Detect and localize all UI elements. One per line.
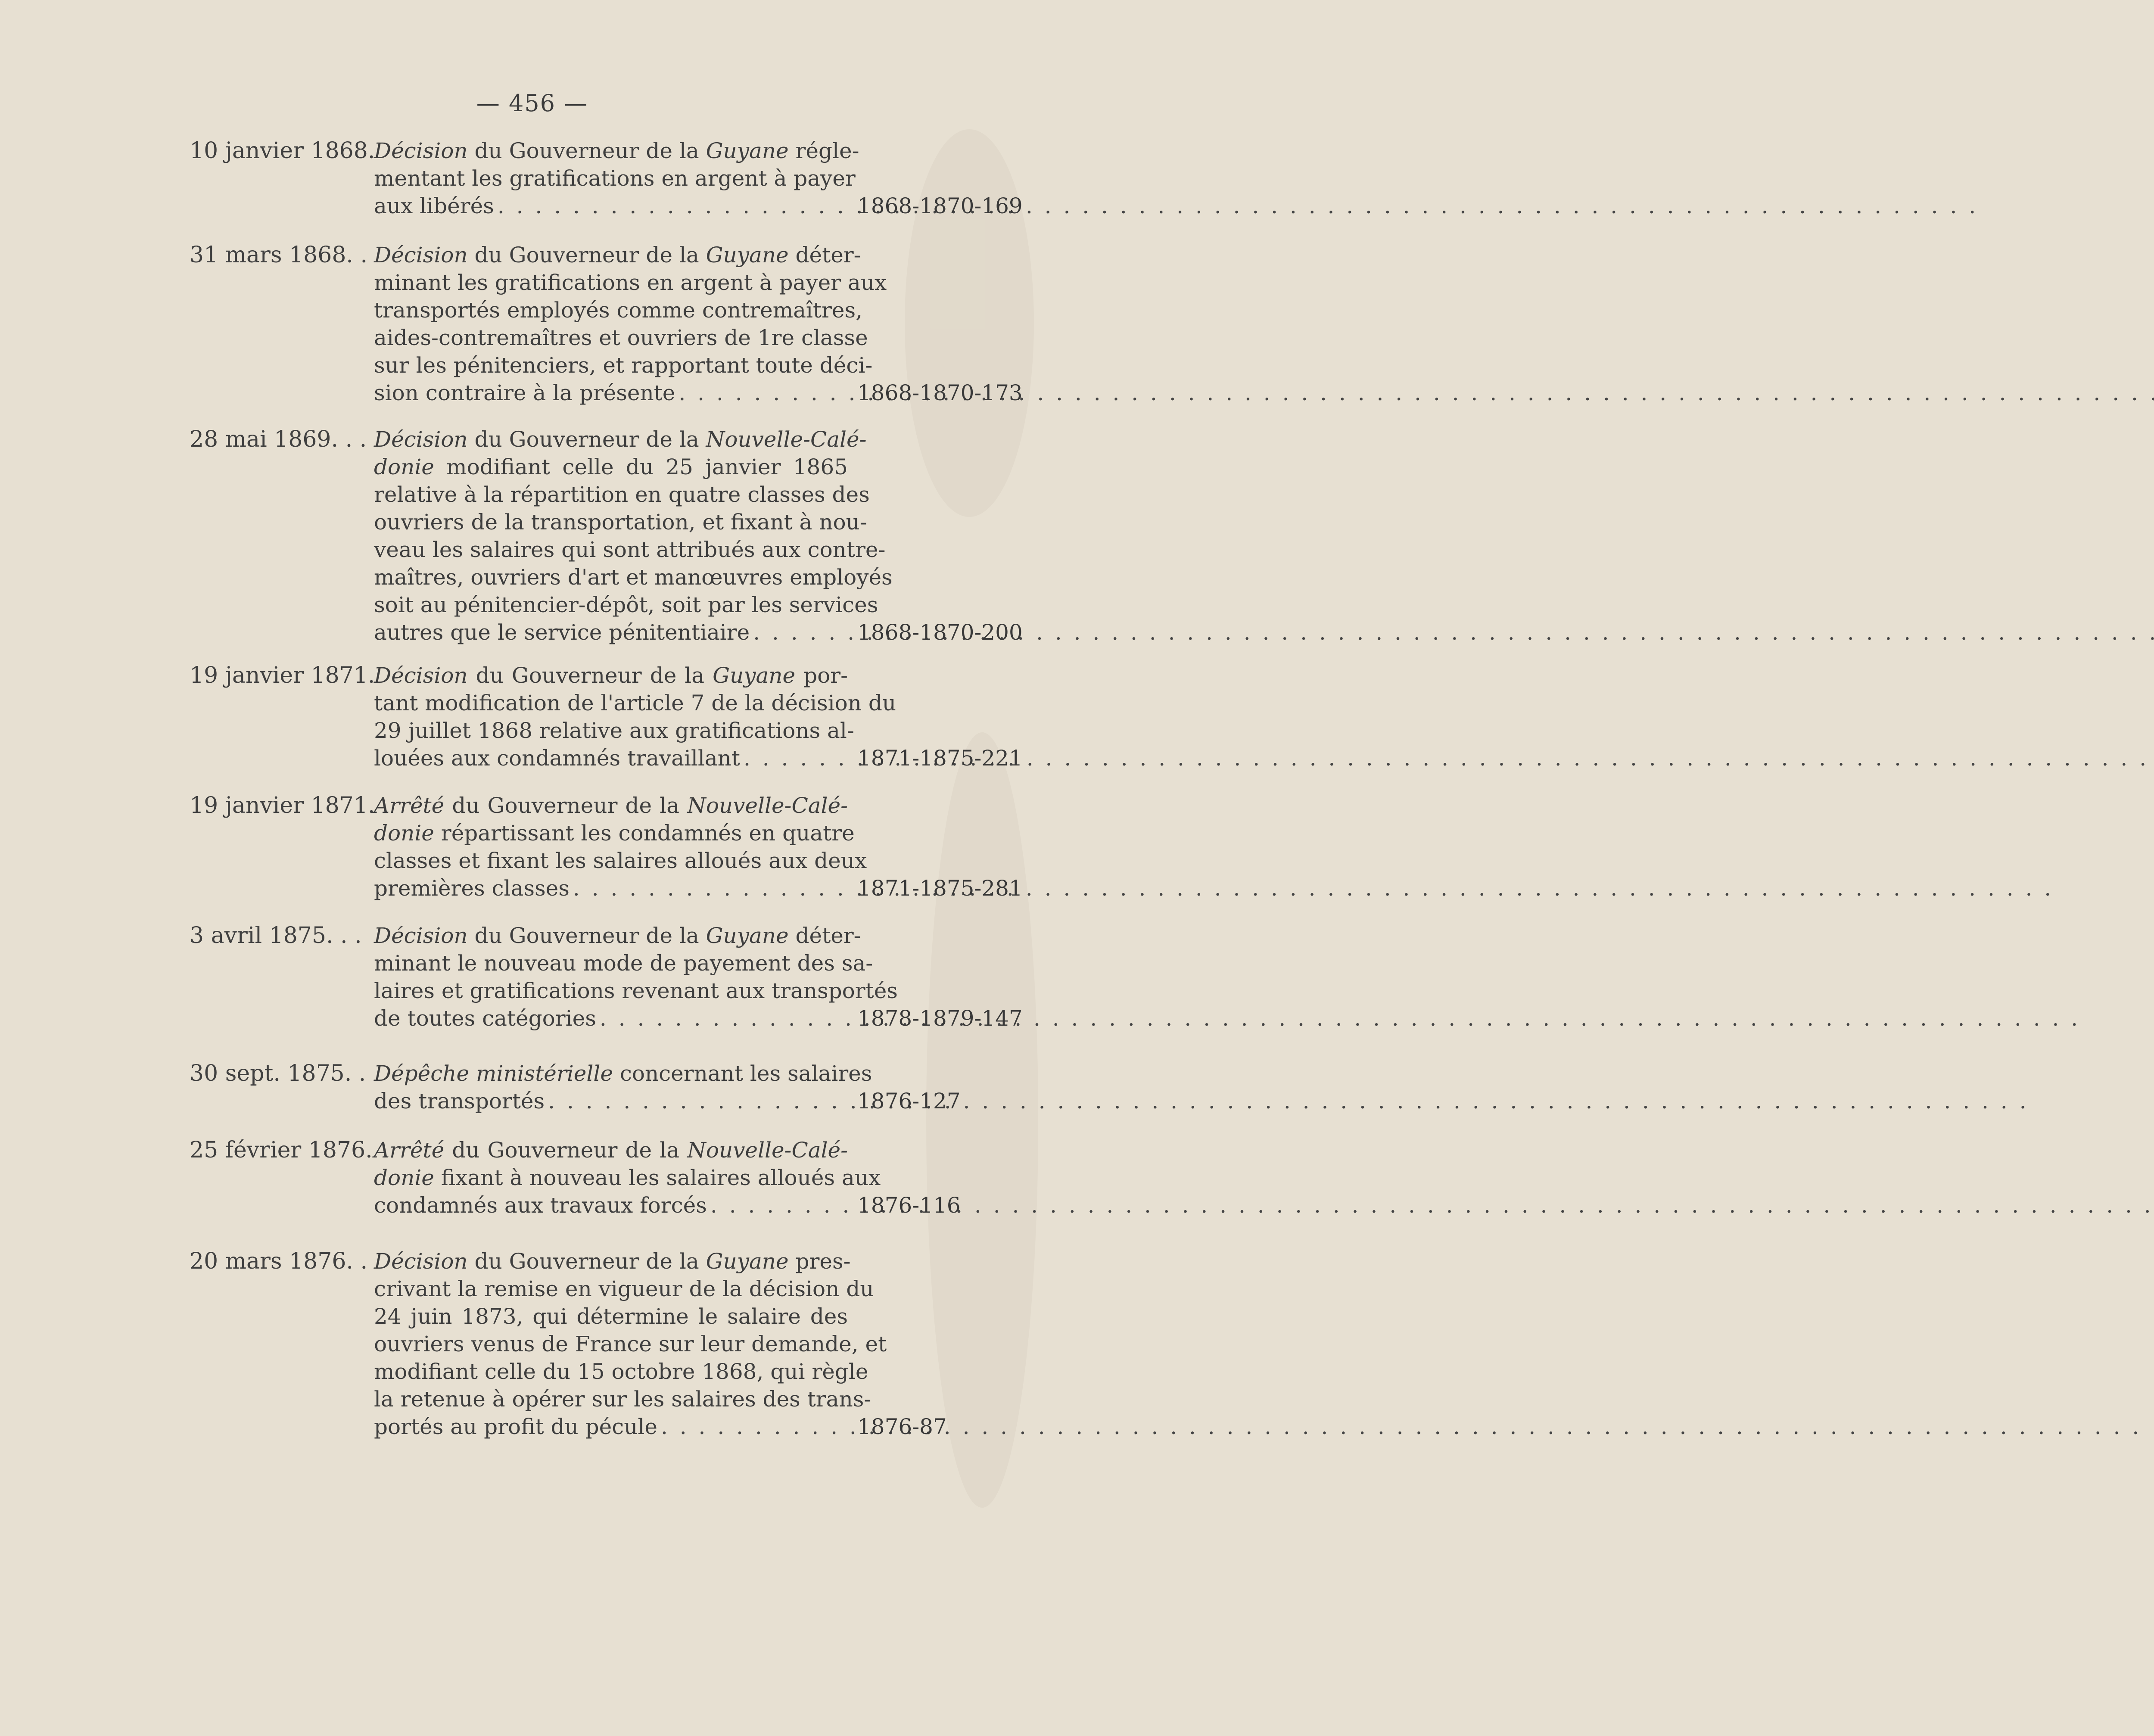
text-segment: modifiant celle du 15 octobre 1868, qui règle (374, 1359, 868, 1384)
description-last-line (374, 192, 848, 220)
description-line (374, 1358, 868, 1385)
entry-reference: 1868-1870-173 (857, 380, 1023, 405)
entry-date: 19 janvier 1871. (190, 793, 375, 818)
italic-term: Nouvelle-Calé- (706, 427, 867, 452)
text-segment: veau les salaires qui sont attribués aux contre- (374, 537, 886, 562)
description-line (374, 717, 854, 744)
text-segment: laires et gratifications revenant aux transportés (374, 978, 898, 1003)
italic-term: donie (374, 454, 434, 479)
description-line (374, 137, 859, 165)
description-last-line (374, 1087, 848, 1115)
entry-description (374, 426, 893, 646)
text-segment: du Gouverneur de la (467, 427, 706, 452)
paper-stain (926, 732, 1038, 1508)
last-line-text: sion contraire à la présente (374, 380, 675, 405)
description-line (374, 662, 848, 689)
italic-term: Arrêté (374, 793, 445, 818)
description-line (374, 165, 856, 192)
italic-term: Nouvelle-Calé- (687, 793, 848, 818)
text-segment: aides-contremaîtres et ouvriers de 1re classe (374, 325, 868, 350)
text-segment: concernant les salaires (613, 1061, 872, 1086)
entry-reference: 1871-1875-281 (857, 876, 1023, 901)
description-line (374, 1060, 872, 1087)
description-last-line (374, 619, 848, 646)
description-line (374, 922, 861, 949)
description-last-line (374, 744, 848, 772)
text-segment: sur les pénitenciers, et rapportant toute déci- (374, 353, 873, 378)
last-line-text: premières classes (374, 876, 570, 901)
dot-leader (548, 1087, 2029, 1115)
text-segment: déter- (788, 923, 861, 948)
text-segment: minant le nouveau mode de payement des sa- (374, 951, 873, 976)
description-line (374, 481, 870, 508)
description-line (374, 591, 878, 619)
dot-leader (600, 1005, 2080, 1032)
text-segment: ouvriers de la transportation, et fixant à nou- (374, 510, 867, 535)
italic-term: Décision (374, 138, 468, 163)
text-segment: crivant la remise en vigueur de la décision du (374, 1276, 874, 1301)
text-segment: du Gouverneur de la (444, 793, 688, 818)
description-line (374, 426, 867, 453)
entry-date: 30 sept. 1875. . (190, 1061, 366, 1086)
description-line (374, 324, 868, 352)
last-line-text: de toutes catégories (374, 1006, 596, 1031)
last-line-text: portés au profit du pécule (374, 1414, 657, 1439)
entry-date: 10 janvier 1868. (190, 138, 375, 164)
text-segment: tant modification de l'article 7 de la décision du (374, 691, 896, 716)
description-line (374, 508, 867, 536)
description-line (374, 689, 896, 717)
text-segment: du Gouverneur de la (467, 243, 706, 268)
entry-description (374, 662, 896, 772)
last-line-text: autres que le service pénitentiaire (374, 620, 750, 645)
page-number: — 456 — (476, 90, 588, 117)
entry-description (374, 1248, 887, 1440)
description-line (374, 977, 898, 1005)
description-last-line (374, 1005, 848, 1032)
dot-leader (573, 874, 2054, 902)
entry-date: 31 mars 1868. . (190, 242, 368, 268)
description-line (374, 1136, 848, 1164)
italic-term: donie (374, 821, 434, 846)
description-line (374, 269, 887, 296)
entry-date: 20 mars 1876. . (190, 1248, 368, 1274)
description-line (374, 1385, 872, 1413)
entry-date: 28 mai 1869. . . (190, 426, 367, 452)
entry-description (374, 241, 887, 407)
entry-description (374, 1136, 881, 1219)
description-line (374, 536, 886, 563)
entry-reference: 1878-1879-147 (857, 1006, 1023, 1031)
text-segment: relative à la répartition en quatre classes des (374, 482, 870, 507)
entry-reference: 1876-127 (857, 1089, 961, 1114)
description-line (374, 453, 848, 481)
entry-date: 19 janvier 1871. (190, 663, 375, 688)
description-line (374, 1164, 881, 1192)
description-last-line (374, 874, 848, 902)
italic-term: Guyane (713, 663, 796, 688)
italic-term: Guyane (706, 923, 789, 948)
entry-date: 3 avril 1875. . . (190, 923, 362, 949)
text-segment: minant les gratifications en argent à payer aux (374, 270, 887, 295)
italic-term: Décision (374, 1249, 468, 1274)
description-last-line (374, 379, 848, 407)
text-segment: du Gouverneur de la (467, 1249, 706, 1274)
italic-term: Décision (374, 923, 468, 948)
description-last-line (374, 1413, 848, 1440)
text-segment: 29 juillet 1868 relative aux gratifications al- (374, 718, 854, 743)
italic-term: Dépêche ministérielle (374, 1061, 613, 1086)
entry-description (374, 792, 867, 902)
description-line (374, 1275, 874, 1303)
text-segment: fixant à nouveau les salaires alloués aux (434, 1165, 881, 1190)
text-segment: soit au pénitencier-dépôt, soit par les services (374, 592, 878, 617)
entry-reference: 1868-1870-200 (857, 620, 1023, 645)
entry-description (374, 922, 898, 1032)
description-line (374, 819, 855, 847)
text-segment: répartissant les condamnés en quatre (434, 821, 855, 846)
entry-description (374, 137, 859, 220)
entry-description (374, 1060, 872, 1115)
entry-reference: 1876-87 (857, 1414, 947, 1439)
italic-term: Arrêté (374, 1138, 445, 1163)
italic-term: Nouvelle-Calé- (687, 1138, 848, 1163)
entry-reference: 1871-1875-221 (857, 746, 1023, 771)
description-line (374, 352, 873, 379)
entry-date: 25 février 1876. (190, 1137, 373, 1163)
entry-reference: 1868-1870-169 (857, 193, 1023, 218)
text-segment: classes et fixant les salaires alloués aux deux (374, 848, 867, 873)
text-segment: maîtres, ouvriers d'art et manœuvres employés (374, 565, 893, 590)
paper-stain (905, 129, 1034, 517)
text-segment: 24 juin 1873, qui détermine le salaire des (374, 1304, 848, 1329)
text-segment: régle- (788, 138, 859, 163)
italic-term: Décision (374, 427, 468, 452)
description-line (374, 949, 873, 977)
italic-term: Guyane (706, 138, 789, 163)
last-line-text: des transportés (374, 1089, 545, 1114)
text-segment: modifiant celle du 25 janvier 1865 (434, 454, 848, 479)
last-line-text: condamnés aux travaux forcés (374, 1193, 707, 1218)
text-segment: mentant les gratifications en argent à payer (374, 166, 856, 191)
text-segment: la retenue à opérer sur les salaires des trans- (374, 1387, 872, 1412)
text-segment: pres- (788, 1249, 851, 1274)
text-segment: por- (795, 663, 848, 688)
description-line (374, 1330, 887, 1358)
text-segment: du Gouverneur de la (467, 663, 713, 688)
description-line (374, 847, 867, 874)
text-segment: transportés employés comme contremaîtres, (374, 298, 863, 323)
last-line-text: aux libérés (374, 193, 494, 218)
entry-reference: 1876-116 (857, 1193, 961, 1218)
description-last-line (374, 1192, 848, 1219)
text-segment: du Gouverneur de la (444, 1138, 688, 1163)
italic-term: Guyane (706, 1249, 789, 1274)
text-segment: déter- (788, 243, 861, 268)
dot-leader (498, 192, 1978, 220)
italic-term: Guyane (706, 243, 789, 268)
description-line (374, 1248, 851, 1275)
italic-term: Décision (374, 663, 468, 688)
italic-term: Décision (374, 243, 468, 268)
text-segment: ouvriers venus de France sur leur demande, et (374, 1332, 887, 1356)
description-line (374, 296, 863, 324)
description-line (374, 1303, 848, 1330)
description-line (374, 241, 861, 269)
italic-term: donie (374, 1165, 434, 1190)
last-line-text: louées aux condamnés travaillant (374, 746, 740, 771)
description-line (374, 563, 893, 591)
text-segment: du Gouverneur de la (467, 923, 706, 948)
text-segment: du Gouverneur de la (467, 138, 706, 163)
description-line (374, 792, 848, 819)
